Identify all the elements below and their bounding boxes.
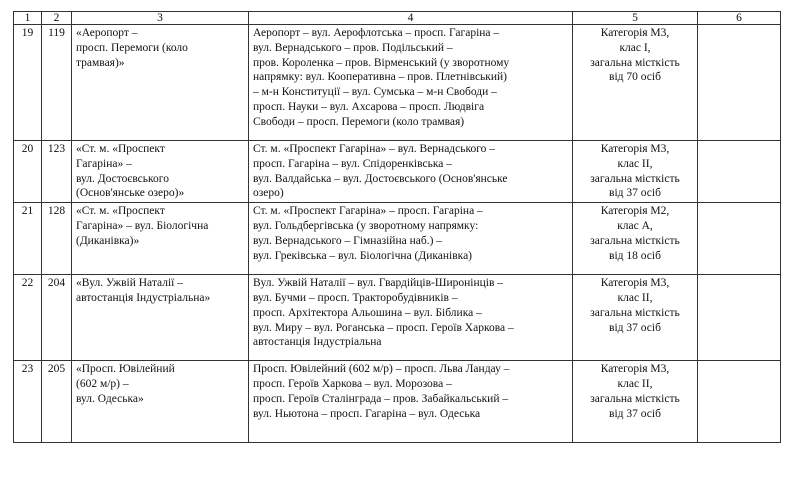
route-name-cell-line: вул. Достоєвського [76, 172, 169, 185]
route-path-cell [249, 25, 573, 141]
route-path-cell [249, 203, 573, 275]
route-path-cell-line: озеро) [253, 187, 284, 200]
route-path-cell-line: просп. Героїв Сталінграда – пров. Забайкальський – [253, 392, 509, 405]
route-name-cell-line: просп. Перемоги (коло [76, 41, 188, 54]
extra-cell [698, 25, 781, 141]
route-path-cell [249, 361, 573, 443]
vehicle-category-cell-line: клас А, [617, 219, 653, 232]
table-row [14, 275, 781, 361]
route-path-cell-line: Ст. м. «Проспект Гагаріна» – просп. Гагаріна – [253, 205, 483, 218]
route-path-cell-line: вул. Валдайська – вул. Достоєвського (Основ'янське [253, 172, 508, 185]
route-path-cell-line: просп. Гагаріна – вул. Спідоренківська – [253, 157, 452, 170]
header-row [14, 12, 781, 25]
route-path-cell-line: Просп. Ювілейний (602 м/р) – просп. Льва Ландау – [253, 363, 510, 376]
table-row [14, 361, 781, 443]
vehicle-category-cell-line: загальна місткість [590, 306, 680, 319]
route-path-cell-line: просп. Героїв Харкова – вул. Морозова – [253, 377, 452, 390]
route-path-cell-line: Вул. Ужвій Наталії – вул. Гвардійців-Широнінців – [253, 277, 504, 290]
table-row [14, 203, 781, 275]
route-name-cell-line: «Просп. Ювілейний [76, 363, 175, 376]
column-header: 3 [72, 12, 249, 25]
route-name-cell-line: (Основ'янське озеро)» [76, 187, 185, 200]
table-row [14, 25, 781, 141]
extra-cell [698, 141, 781, 203]
vehicle-category-cell [573, 275, 698, 361]
route-path-cell-line: просп. Науки – вул. Ахсарова – просп. Людвіга [253, 100, 485, 113]
route-name-cell [72, 361, 249, 443]
route-name-cell-line: трамвая)» [76, 56, 125, 69]
route-name-cell-line: (602 м/р) – [76, 377, 129, 390]
route-number-cell: 128 [42, 203, 72, 275]
route-path-cell-line: просп. Архітектора Альошина – вул. Біблика – [253, 306, 482, 319]
vehicle-category-cell-line: Категорія М3, [600, 143, 670, 155]
route-name-cell-line: «Ст. м. «Проспект [76, 205, 165, 218]
route-path-cell-line: вул. Бучми – просп. Тракторобудівників – [253, 291, 458, 304]
vehicle-category-cell-line: клас ІІ, [617, 377, 653, 390]
row-number-cell: 19 [14, 25, 42, 141]
route-path-cell-line: вул. Вернадського – Гімназійна наб.) – [253, 234, 443, 247]
vehicle-category-cell-line: від 37 осіб [609, 187, 661, 200]
route-name-cell-line: «Ст. м. «Проспект [76, 143, 165, 155]
vehicle-category-cell [573, 141, 698, 203]
vehicle-category-cell-line: клас ІІ, [617, 157, 653, 170]
vehicle-category-cell-line: загальна місткість [590, 392, 680, 405]
route-path-cell-line: вул. Ньютона – просп. Гагаріна – вул. Одеська [253, 407, 481, 420]
row-number-cell: 20 [14, 141, 42, 203]
vehicle-category-cell [573, 25, 698, 141]
column-header: 4 [249, 12, 573, 25]
route-name-cell [72, 275, 249, 361]
row-number-cell: 21 [14, 203, 42, 275]
vehicle-category-cell-line: Категорія М3, [600, 363, 670, 376]
route-path-cell-line: – м-н Конституції – вул. Сумська – м-н Свободи – [253, 86, 497, 99]
vehicle-category-cell-line: Категорія М2, [600, 205, 670, 218]
route-path-cell-line: Свободи – просп. Перемоги (коло трамвая) [253, 115, 465, 128]
route-name-cell-line: Гагаріна» – [76, 157, 132, 170]
route-name-cell-line: «Вул. Ужвій Наталії – [76, 277, 183, 290]
route-number-cell: 204 [42, 275, 72, 361]
vehicle-category-cell-line: загальна місткість [590, 172, 680, 185]
route-name-cell-line: Гагаріна» – вул. Біологічна [76, 219, 209, 232]
column-header: 5 [573, 12, 698, 25]
vehicle-category-cell-line: загальна місткість [590, 234, 680, 247]
route-path-cell-line: Аеропорт – вул. Аерофлотська – просп. Гагаріна – [253, 27, 500, 39]
row-number-cell: 23 [14, 361, 42, 443]
route-name-cell-line: (Диканівка)» [76, 234, 140, 247]
route-path-cell-line: Ст. м. «Проспект Гагаріна» – вул. Вернадського – [253, 143, 496, 155]
vehicle-category-cell-line: від 18 осіб [609, 249, 661, 262]
vehicle-category-cell-line: від 37 осіб [609, 321, 661, 334]
route-name-cell [72, 25, 249, 141]
vehicle-category-cell-line: клас І, [619, 41, 651, 54]
vehicle-category-cell-line: Категорія М3, [600, 27, 670, 39]
extra-cell [698, 203, 781, 275]
extra-cell [698, 361, 781, 443]
route-name-cell-line: вул. Одеська» [76, 392, 144, 405]
vehicle-category-cell [573, 203, 698, 275]
route-name-cell [72, 203, 249, 275]
column-header: 6 [698, 12, 781, 25]
row-number-cell: 22 [14, 275, 42, 361]
column-header: 2 [42, 12, 72, 25]
route-number-cell: 123 [42, 141, 72, 203]
route-name-cell-line: автостанція Індустріальна» [76, 291, 211, 304]
vehicle-category-cell-line: Категорія М3, [600, 277, 670, 290]
route-path-cell-line: вул. Гольдбергівська (у зворотному напрямку: [253, 219, 479, 232]
extra-cell [698, 275, 781, 361]
routes-table [13, 11, 781, 443]
vehicle-category-cell [573, 361, 698, 443]
route-name-cell-line: «Аеропорт – [76, 27, 138, 39]
route-number-cell: 119 [42, 25, 72, 141]
table-row [14, 141, 781, 203]
vehicle-category-cell-line: від 70 осіб [609, 71, 661, 84]
route-name-cell [72, 141, 249, 203]
route-path-cell [249, 275, 573, 361]
vehicle-category-cell-line: клас ІІ, [617, 291, 653, 304]
route-path-cell-line: автостанція Індустріальна [253, 336, 382, 349]
vehicle-category-cell-line: від 37 осіб [609, 407, 661, 420]
route-path-cell-line: пров. Короленка – пров. Вірменський (у зворотному [253, 56, 510, 69]
route-path-cell [249, 141, 573, 203]
route-path-cell-line: вул. Греківська – вул. Біологічна (Диканівка) [253, 249, 473, 262]
route-path-cell-line: вул. Миру – вул. Роганська – просп. Героїв Харкова – [253, 321, 514, 334]
route-path-cell-line: напрямку: вул. Кооперативна – пров. Плетнівський) [253, 71, 508, 84]
route-path-cell-line: вул. Вернадського – пров. Подільський – [253, 41, 453, 54]
vehicle-category-cell-line: загальна місткість [590, 56, 680, 69]
route-number-cell: 205 [42, 361, 72, 443]
column-header: 1 [14, 12, 42, 25]
